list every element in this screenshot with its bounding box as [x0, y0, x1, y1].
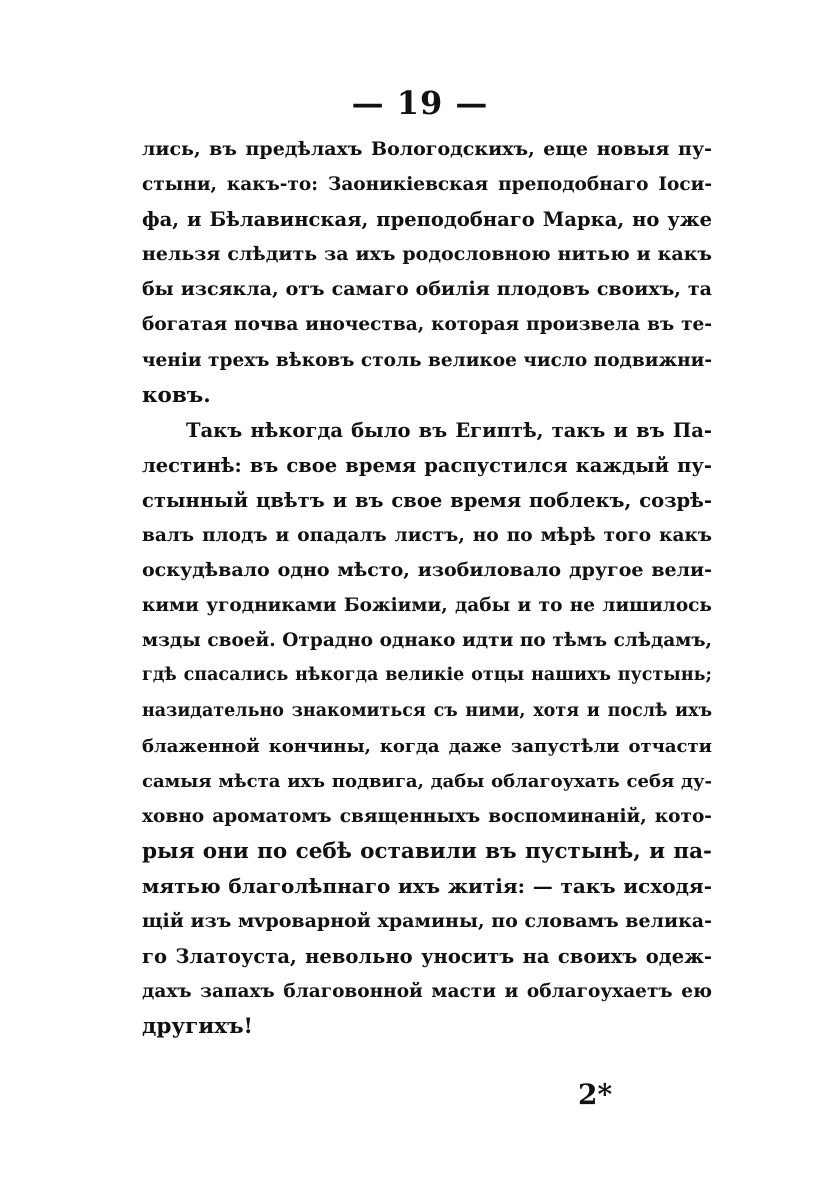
text-line: рыя они по себѣ оставили въ пустынѣ, и па-: [142, 838, 712, 864]
body-text: [142, 132, 712, 1044]
text-line: бы изсякла, отъ самаго обилія плодовъ своихъ, та: [142, 278, 712, 301]
text-line: лись, въ предѣлахъ Вологодскихъ, еще новыя пу-: [142, 138, 712, 160]
text-line: лестинѣ: въ свое время распустился каждый пу-: [142, 453, 712, 477]
text-line: назидательно знакомиться съ ними, хотя и послѣ ихъ: [142, 700, 712, 721]
text-line: щій изъ мvроварной храмины, по словамъ велика-: [142, 910, 712, 933]
text-line: го Златоуста, невольно уноситъ на своихъ одеж-: [142, 945, 712, 969]
text-line: мятью благолѣпнаго ихъ житія: — такъ исходя-: [142, 873, 712, 898]
text-line: кими угодниками Божіими, дабы и то не лишилось: [142, 595, 712, 617]
text-line: мзды своей. Отрадно однако идти по тѣмъ слѣдамъ,: [142, 630, 712, 652]
text-line: стыни, какъ-то: Заоникіевская преподобнаго Іоси-: [142, 174, 712, 196]
text-line: блаженной кончины, когда даже запустѣли отчасти: [142, 735, 712, 757]
text-line: фа, и Бѣлавинская, преподобнаго Марка, но уже: [142, 208, 712, 232]
text-line: нельзя слѣдить за ихъ родословною нитью и какъ: [142, 243, 712, 266]
text-line: богатая почва иночества, которая произвела въ те-: [142, 314, 712, 336]
text-line: ховно ароматомъ священныхъ воспоминаній, кото-: [142, 805, 712, 827]
page-number-header: — 19 —: [351, 84, 489, 122]
text-line: валъ плодъ и опадалъ листъ, но по мѣрѣ того какъ: [142, 525, 712, 547]
printer-signature-mark: 2*: [578, 1078, 613, 1111]
text-line: оскудѣвало одно мѣсто, изобиловало другое вели-: [142, 559, 712, 582]
text-line: гдѣ спасались нѣкогда великіе отцы нашихъ пустынь;: [142, 665, 712, 686]
text-line: стынный цвѣтъ и въ свое время поблекъ, созрѣ-: [142, 488, 712, 512]
text-line: ковъ.: [142, 382, 211, 408]
text-line: дахъ запахъ благовонной масти и облагоухаетъ ею: [142, 981, 712, 1003]
text-line: другихъ!: [142, 1014, 253, 1040]
text-line: самыя мѣста ихъ подвига, дабы облагоухать себя ду-: [142, 770, 712, 792]
text-line: ченіи трехъ вѣковъ столь великое число подвижни-: [142, 349, 712, 371]
text-line: Такъ нѣкогда было въ Египтѣ, такъ и въ Па-: [186, 418, 712, 442]
